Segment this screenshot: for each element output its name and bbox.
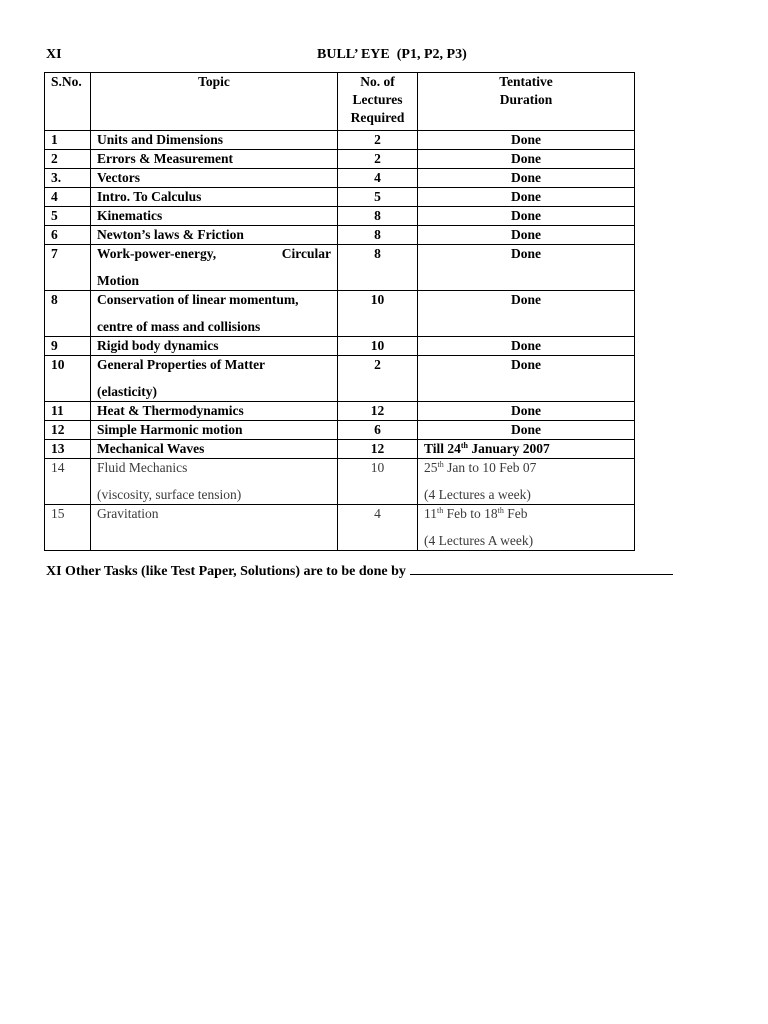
fill-in-blank-line [410,562,673,575]
table-row [45,402,635,421]
ordinal-suffix: th [460,441,469,450]
row-topic-line1: Fluid Mechanics [97,460,188,475]
duration-text-start: 11 [424,506,437,521]
ordinal-suffix: th [437,460,444,469]
row-topic-part-a: Work-power-energy, [97,246,217,261]
row-topic [91,505,338,551]
table-row [45,337,635,356]
row-sno: 3. [45,169,91,188]
row-sno: 13 [45,440,91,459]
row-sno: 8 [45,291,91,337]
duration-text-start: 25 [424,460,438,475]
row-duration: Done [418,291,635,337]
row-duration: Done [418,402,635,421]
row-duration: Done [418,131,635,150]
table-row [45,421,635,440]
row-duration: Done [418,337,635,356]
table-row [45,207,635,226]
row-topic [91,245,338,291]
row-lectures: 12 [338,440,418,459]
class-label: XI [46,47,62,62]
row-duration [418,440,635,459]
row-topic: Vectors [91,169,338,188]
table-row [45,291,635,337]
row-lectures: 10 [338,459,418,505]
row-topic-line2: (elasticity) [97,384,157,399]
row-duration: Done [418,207,635,226]
row-sno: 6 [45,226,91,245]
header-duration-line1: Tentative [499,74,553,89]
table-row [45,150,635,169]
row-topic-line1: Conservation of linear momentum, [97,292,299,307]
duration-text-end: Jan to 10 Feb 07 [443,460,537,475]
row-lectures: 4 [338,505,418,551]
duration-line2: (4 Lectures A week) [424,533,534,548]
row-lectures: 4 [338,169,418,188]
table-row [45,131,635,150]
row-lectures: 8 [338,245,418,291]
table-header-row [45,73,635,131]
row-lectures: 8 [338,207,418,226]
row-sno: 5 [45,207,91,226]
table-row [45,188,635,207]
row-topic: Rigid body dynamics [91,337,338,356]
row-topic-line1: Gravitation [97,506,159,521]
duration-text-end: Feb [503,506,528,521]
row-sno: 4 [45,188,91,207]
row-sno: 14 [45,459,91,505]
table-row [45,169,635,188]
row-topic-line2: (viscosity, surface tension) [97,487,242,502]
row-duration: Done [418,245,635,291]
footer-text: XI Other Tasks (like Test Paper, Solutions) are to be done by [46,564,406,579]
ordinal-suffix: th [437,506,444,515]
row-lectures: 10 [338,291,418,337]
row-sno: 1 [45,131,91,150]
row-sno: 12 [45,421,91,440]
row-topic [91,291,338,337]
row-lectures: 2 [338,131,418,150]
row-sno: 15 [45,505,91,551]
footer-note [46,562,673,580]
row-topic: Simple Harmonic motion [91,421,338,440]
row-duration: Done [418,169,635,188]
row-topic: Kinematics [91,207,338,226]
row-topic: Units and Dimensions [91,131,338,150]
header-topic: Topic [91,73,338,131]
row-topic: Newton’s laws & Friction [91,226,338,245]
duration-text-start: Till 24 [424,441,461,456]
page-title: BULL’ EYE (P1, P2, P3) [317,47,467,62]
table-row [45,226,635,245]
duration-line1 [424,505,628,523]
row-duration [418,459,635,505]
row-duration [418,505,635,551]
ordinal-suffix: th [497,506,504,515]
row-sno: 9 [45,337,91,356]
header-lectures-line1: No. of [360,74,395,89]
row-lectures: 5 [338,188,418,207]
row-sno: 2 [45,150,91,169]
row-topic-line1: General Properties of Matter [97,357,266,372]
row-duration: Done [418,356,635,402]
row-topic: Mechanical Waves [91,440,338,459]
table-row [45,440,635,459]
duration-line2: (4 Lectures a week) [424,487,531,502]
row-topic-line2: centre of mass and collisions [97,319,261,334]
row-duration: Done [418,150,635,169]
header-sno: S.No. [45,73,91,131]
row-duration: Done [418,226,635,245]
row-lectures: 2 [338,356,418,402]
row-lectures: 2 [338,150,418,169]
row-lectures: 6 [338,421,418,440]
row-sno: 10 [45,356,91,402]
header-lectures-line3: Required [350,110,405,125]
row-sno: 7 [45,245,91,291]
row-topic [91,356,338,402]
duration-line1 [424,459,628,477]
header-lectures-line2: Lectures [352,92,403,107]
table-row [45,505,635,551]
row-duration: Done [418,421,635,440]
duration-text-mid: Feb to 18 [443,506,498,521]
table-row [45,245,635,291]
header-duration [418,73,635,131]
table-row [45,459,635,505]
row-topic: Heat & Thermodynamics [91,402,338,421]
row-sno: 11 [45,402,91,421]
header-duration-line2: Duration [499,92,553,107]
schedule-table [44,72,635,551]
table-row [45,356,635,402]
row-lectures: 10 [338,337,418,356]
header-lectures [338,73,418,131]
row-topic: Errors & Measurement [91,150,338,169]
row-topic-part-b: Circular [281,246,331,261]
row-topic-line2: Motion [97,273,139,288]
row-duration: Done [418,188,635,207]
row-lectures: 8 [338,226,418,245]
row-topic [91,459,338,505]
row-topic: Intro. To Calculus [91,188,338,207]
row-lectures: 12 [338,402,418,421]
duration-text-end: January 2007 [468,441,550,456]
